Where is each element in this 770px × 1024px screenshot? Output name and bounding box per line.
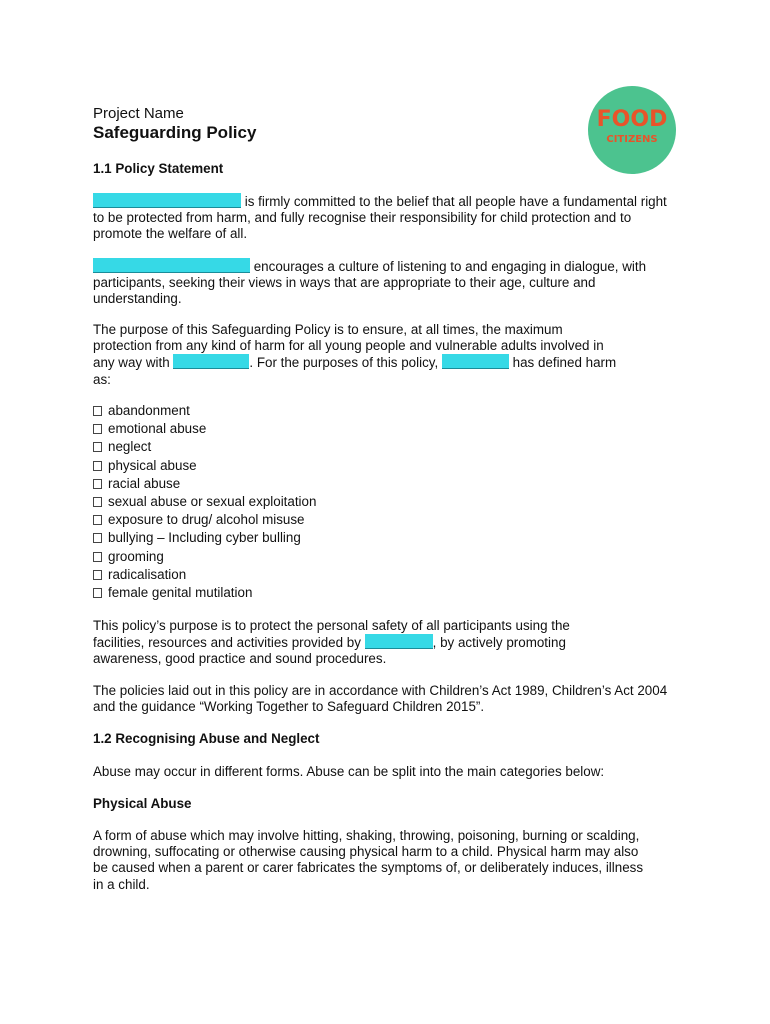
paragraph-text: is firmly committed to the belief that all people have a	[244, 194, 560, 209]
harm-list-item	[93, 584, 316, 602]
paragraph-culture	[93, 258, 678, 308]
paragraph-policy-purpose	[93, 618, 678, 668]
checkbox-icon[interactable]	[93, 570, 102, 580]
harm-list-label: racial abuse	[108, 475, 181, 491]
paragraph-commitment	[93, 193, 678, 243]
harm-list-item	[93, 511, 316, 529]
harm-list-label: emotional abuse	[108, 421, 207, 437]
paragraph-text: encourages a culture of listening to and engaging in dialogue,	[253, 259, 619, 274]
paragraph-text: fundamental right to be protected from harm, and fully recognise their responsibility for child protection and to promote the welfare of all.	[93, 194, 667, 242]
harm-list-label: abandonment	[108, 403, 190, 418]
paragraph-line: protection from any kind of harm for all young people and vulnerable adults involved in	[93, 338, 604, 354]
paragraph-line: awareness, good practice and sound procedures.	[93, 651, 387, 667]
paragraph-purpose	[93, 322, 678, 388]
food-citizens-logo	[588, 86, 676, 174]
harm-list-label: neglect	[108, 439, 152, 455]
paragraph-text: any way with	[93, 355, 170, 371]
section-heading-recognising-abuse: 1.2 Recognising Abuse and Neglect	[93, 731, 320, 746]
checkbox-icon[interactable]	[93, 588, 102, 598]
paragraph-line: as:	[93, 371, 111, 387]
organisation-name-field[interactable]	[173, 354, 249, 369]
paragraph-text: has defined harm	[512, 355, 617, 371]
paragraph-line	[93, 354, 678, 371]
harm-list-label: female genital mutilation	[108, 584, 253, 600]
paragraph-line	[93, 634, 678, 651]
harm-list-item	[93, 529, 316, 547]
checkbox-icon[interactable]	[93, 497, 102, 507]
harm-list-item	[93, 457, 316, 475]
harm-checklist	[93, 402, 316, 602]
harm-list-label: grooming	[108, 548, 164, 564]
checkbox-icon[interactable]	[93, 424, 102, 434]
subheading-physical-abuse: Physical Abuse	[93, 796, 192, 811]
checkbox-icon[interactable]	[93, 406, 102, 416]
paragraph-line: This policy’s purpose is to protect the personal safety of all participants using the	[93, 618, 570, 633]
harm-list-label: radicalisation	[108, 566, 187, 582]
organisation-name-field[interactable]	[93, 193, 241, 208]
harm-list-label: exposure to drug/ alcohol misuse	[108, 512, 305, 528]
harm-list-label: physical abuse	[108, 457, 197, 473]
harm-list-item	[93, 475, 316, 493]
checkbox-icon[interactable]	[93, 552, 102, 562]
checkbox-icon[interactable]	[93, 515, 102, 525]
project-name: Project Name	[93, 105, 184, 122]
paragraph-legislation: The policies laid out in this policy are in accordance with Children’s Act 1989, Children’s Act 2004 and the guidance “Working Together to Safeguard Children 2015”.	[93, 683, 668, 715]
harm-list-label: bullying – Including cyber bulling	[108, 530, 301, 546]
harm-list-item	[93, 548, 316, 566]
logo-text-food: FOOD	[596, 107, 668, 132]
paragraph-text: with participants, seeking their views in ways that are appropriate to their age, culture and understanding.	[93, 259, 647, 307]
page-title: Safeguarding Policy	[93, 123, 257, 142]
organisation-name-field[interactable]	[93, 258, 250, 273]
harm-list-item	[93, 402, 316, 420]
harm-list-item	[93, 566, 316, 584]
harm-list-label: sexual abuse or sexual exploitation	[108, 493, 317, 509]
paragraph-abuse-forms: Abuse may occur in different forms. Abuse can be split into the main categories below:	[93, 764, 605, 779]
paragraph-physical-abuse: A form of abuse which may involve hitting, shaking, throwing, poisoning, burning or scalding, drowning, suffocating or otherwise causing physical harm to a child. Physical harm may also be caused when a parent or carer fabricates the symptoms of, or deliberately induces, illness in a child.	[93, 828, 644, 892]
paragraph-text: . For the purposes of this policy,	[249, 355, 439, 371]
checkbox-icon[interactable]	[93, 479, 102, 489]
checkbox-icon[interactable]	[93, 461, 102, 471]
harm-list-item	[93, 420, 316, 438]
paragraph-line: The purpose of this Safeguarding Policy is to ensure, at all times, the maximum	[93, 322, 563, 337]
section-heading-policy-statement: 1.1 Policy Statement	[93, 161, 224, 176]
checkbox-icon[interactable]	[93, 442, 102, 452]
paragraph-text: , by actively promoting	[432, 635, 566, 651]
harm-list-item	[93, 438, 316, 456]
harm-list-item	[93, 493, 316, 511]
checkbox-icon[interactable]	[93, 533, 102, 543]
logo-text-citizens: CITIZENS	[606, 134, 658, 145]
organisation-name-field[interactable]	[442, 354, 509, 369]
paragraph-text: facilities, resources and activities provided by	[93, 635, 361, 651]
organisation-name-field[interactable]	[365, 634, 433, 649]
